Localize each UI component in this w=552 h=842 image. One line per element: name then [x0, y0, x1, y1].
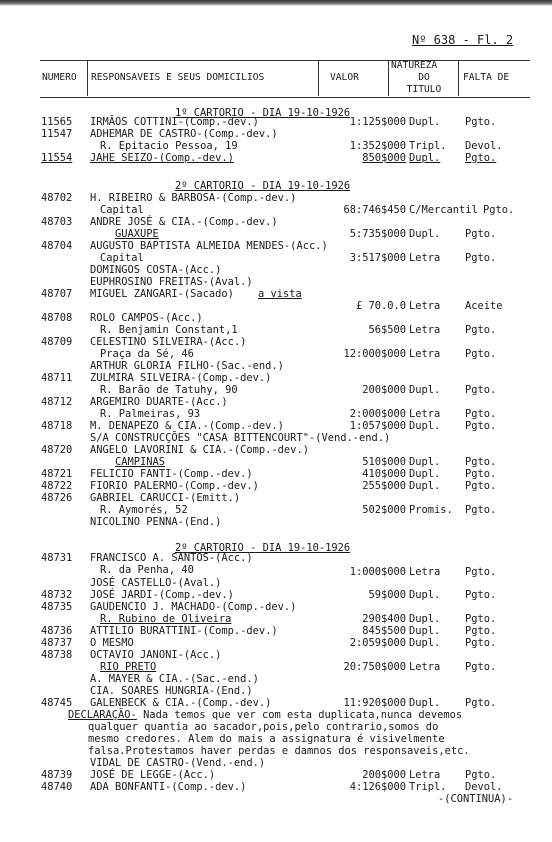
section-title: 2º CARTORIO - DIA 19-10-1926 [175, 180, 351, 192]
entry-value: 12:000$000 [343, 348, 406, 360]
entry-number: 48736 [41, 625, 73, 637]
entry-value: 200$000 [362, 384, 406, 396]
entry-falta: Pgto. [465, 504, 497, 516]
header-titulo: TITULO [406, 84, 442, 95]
entry-address: R. da Penha, 40 [100, 564, 194, 576]
entry-value: 1:125$000 [349, 116, 406, 128]
entry-name: FRANCISCO A. SANTOS-(Acc.) [90, 552, 253, 564]
entry-name: ANDRE JOSÉ & CIA.-(Comp.-dev.) [90, 216, 278, 228]
entry-value: 510$000 [362, 456, 406, 468]
header-divider [318, 60, 319, 96]
entry-falta: Pgto. [465, 637, 497, 649]
entry-value: 1:000$000 [349, 566, 406, 578]
declaration-line: falsa.Protestamos haver perdas e damnos dos responsaveis,etc. [88, 745, 470, 757]
entry-name: CELESTINO SILVEIRA-(Acc.) [90, 336, 247, 348]
entry-name: GABRIEL CARUCCI-(Emitt.) [90, 492, 241, 504]
entry-name: GALENBECK & CIA.-(Comp.-dev.) [90, 697, 272, 709]
entry-falta: Pgto. [465, 152, 497, 164]
entry-address: Capital [100, 204, 144, 216]
entry-type: Letra [409, 348, 441, 360]
header-responsaveis: RESPONSAVEIS E SEUS DOMICILIOS [91, 72, 265, 83]
entry-number: 48707 [41, 288, 73, 300]
entry-type: Letra [409, 769, 441, 781]
declaration-line: qualquer quantia ao sacador,pois,pelo contrario,somos do [88, 721, 439, 733]
entry-address: R. Palmeiras, 93 [100, 408, 201, 420]
entry-name: O MESMO [90, 637, 134, 649]
header-divider [458, 60, 459, 96]
entry-falta: Pgto. [465, 348, 497, 360]
entry-falta: Pgto. [465, 697, 497, 709]
entry-type: Letra [409, 661, 441, 673]
entry-type: Letra [409, 408, 441, 420]
entry-name: VIDAL DE CASTRO-(Vend.-end.) [90, 757, 266, 769]
entry-falta: Aceite [465, 300, 503, 312]
entry-number: 48708 [41, 312, 73, 324]
entry-value: 3:517$000 [349, 252, 406, 264]
entry-address: GUAXUPE [115, 228, 159, 240]
entry-name: ARTHUR GLORIA FILHO-(Sac.-end.) [90, 360, 284, 372]
entry-name: DOMINGOS COSTA-(Acc.) [90, 264, 222, 276]
entry-number: 48722 [41, 480, 73, 492]
entry-falta: Pgto. [465, 589, 497, 601]
header-valor: VALOR [330, 72, 359, 83]
header-natureza: NATUREZA [391, 60, 438, 71]
entry-number: 48704 [41, 240, 73, 252]
entry-name: OCTAVIO JANONI-(Acc.) [90, 649, 222, 661]
entry-type: Letra [409, 324, 441, 336]
entry-number: 48720 [41, 444, 73, 456]
entry-number: 11554 [41, 152, 73, 164]
entry-falta: Pgto. [483, 204, 515, 216]
entry-value: 2:059$000 [349, 637, 406, 649]
entry-number: 48732 [41, 589, 73, 601]
entry-falta: Pgto. [465, 468, 497, 480]
declaration-line [68, 709, 462, 721]
entry-type: Dupl. [409, 637, 441, 649]
entry-number: 48737 [41, 637, 73, 649]
entry-type: Letra [409, 566, 441, 578]
entry-number: 48711 [41, 372, 73, 384]
entry-name: ATTILIO BURATTINI-(Comp.-dev.) [90, 625, 278, 637]
entry-name: MIGUEL ZANGARI-(Sacado) [90, 288, 234, 300]
entry-value: 68:746$450 [343, 204, 406, 216]
entry-name: S/A CONSTRUCÇÕES "CASA BITTENCOURT"-(Vend.-end.) [90, 432, 391, 444]
entry-type: Dupl. [409, 589, 441, 601]
entry-falta: Devol. [465, 781, 503, 793]
entry-type: Letra [409, 300, 441, 312]
entry-value: 290$400 [362, 613, 406, 625]
entry-falta: Pgto. [465, 420, 497, 432]
header-do: DO [418, 72, 430, 83]
entry-value: 11:920$000 [343, 697, 406, 709]
entry-number: 11565 [41, 116, 73, 128]
entry-value: 56$500 [368, 324, 406, 336]
entry-type: Dupl. [409, 697, 441, 709]
entry-address: Praça da Sé, 46 [100, 348, 194, 360]
entry-number: 48735 [41, 601, 73, 613]
entry-address: RIO PRETO [100, 661, 157, 673]
entry-number: 48739 [41, 769, 73, 781]
entry-name: AUGUSTO BAPTISTA ALMEIDA MENDES-(Acc.) [90, 240, 328, 252]
entry-falta: Pgto. [465, 769, 497, 781]
entry-value: 5:735$000 [349, 228, 406, 240]
entry-name: JOSÉ DE LEGGE-(Acc.) [90, 769, 216, 781]
entry-name: JOSÉ CASTELLO-(Aval.) [90, 577, 222, 589]
entry-condition: a vista [258, 288, 302, 300]
entry-value: 845$500 [362, 625, 406, 637]
declaration-text: Nada temos que ver com esta duplicata,nunca devemos [143, 709, 463, 721]
entry-value: 200$000 [362, 769, 406, 781]
top-scan-edge [0, 0, 552, 6]
entry-value: 20:750$000 [343, 661, 406, 673]
declaration-label: DECLARAÇÃO- [68, 709, 137, 721]
entry-type: Dupl. [409, 152, 441, 164]
entry-number: 48703 [41, 216, 73, 228]
entry-number: 11547 [41, 128, 73, 140]
entry-address: R. Aymorés, 52 [100, 504, 188, 516]
entry-number: 48731 [41, 552, 73, 564]
entry-name: FIORIO PALERMO-(Comp.-dev.) [90, 480, 259, 492]
header-falta-de: FALTA DE [463, 72, 510, 83]
entry-name: FELICIO FANTI-(Comp.-dev.) [90, 468, 253, 480]
entry-falta: Pgto. [465, 116, 497, 128]
entry-value: 59$000 [368, 589, 406, 601]
entry-number: 48740 [41, 781, 73, 793]
section-title: 1º CARTORIO - DIA 19-10-1926 [175, 107, 351, 119]
page-reference: Nº 638 - Fl. 2 [412, 33, 514, 47]
entry-name: NICOLINO PENNA-(End.) [90, 516, 222, 528]
entry-number: 48709 [41, 336, 73, 348]
entry-value: 1:057$000 [349, 420, 406, 432]
entry-address: R. Rubino de Oliveira [100, 613, 232, 625]
entry-name: M. DENAPEZO & CIA.-(Comp.-dev.) [90, 420, 284, 432]
entry-falta: Pgto. [465, 456, 497, 468]
entry-name: A. MAYER & CIA.-(Sac.-end.) [90, 673, 259, 685]
entry-name: ANGELO LAVORINI & CIA.-(Comp.-dev.) [90, 444, 309, 456]
header-numero: NUMERO [42, 72, 77, 83]
entry-address: R. Benjamin Constant,1 [100, 324, 238, 336]
entry-value: 502$000 [362, 504, 406, 516]
entry-value: 1:352$000 [349, 140, 406, 152]
entry-name: EUPHROSINO FREITAS-(Aval.) [90, 276, 253, 288]
entry-name: JAHE SEIZO-(Comp.-dev.) [90, 152, 234, 164]
entry-type: Promis. [409, 504, 453, 516]
entry-name: CIA. SOARES HUNGRIA-(End.) [90, 685, 253, 697]
entry-type: Dupl. [409, 384, 441, 396]
entry-value: 410$000 [362, 468, 406, 480]
entry-value: £ 70.0.0 [355, 300, 406, 312]
entry-falta: Pgto. [465, 625, 497, 637]
entry-falta: Pgto. [465, 228, 497, 240]
entry-name: IRMÃOS COTTINI-(Comp.-dev.) [90, 116, 259, 128]
entry-number: 48702 [41, 192, 73, 204]
entry-address: CAMPINAS [115, 456, 166, 468]
entry-number: 48726 [41, 492, 73, 504]
entry-address: Capital [100, 252, 144, 264]
entry-type: Dupl. [409, 116, 441, 128]
header-divider [388, 60, 389, 96]
entry-type: Dupl. [409, 456, 441, 468]
entry-name: ZULMIRA SILVEIRA-(Comp.-dev.) [90, 372, 272, 384]
entry-value: 850$000 [362, 152, 406, 164]
entry-type: Dupl. [409, 468, 441, 480]
entry-type: Tripl. [409, 781, 447, 793]
entry-name: H. RIBEIRO & BARBOSA-(Comp.-dev.) [90, 192, 297, 204]
entry-number: 48745 [41, 697, 73, 709]
entry-address: R. Epitacio Pessoa, 19 [100, 140, 238, 152]
entry-type: Dupl. [409, 480, 441, 492]
entry-type: Dupl. [409, 625, 441, 637]
declaration-line: mesmo credores. Alem do mais a assignatura é visivelmente [88, 733, 445, 745]
entry-type: C/Mercantil [409, 204, 478, 216]
entry-falta: Pgto. [465, 613, 497, 625]
entry-value: 2:000$000 [349, 408, 406, 420]
entry-type: Tripl. [409, 140, 447, 152]
entry-falta: Pgto. [465, 384, 497, 396]
header-divider [87, 60, 88, 96]
continua-mark: -(CONTINUA)- [438, 793, 514, 805]
entry-number: 48721 [41, 468, 73, 480]
entry-name: ROLO CAMPOS-(Acc.) [90, 312, 203, 324]
entry-name: ADA BONFANTI-(Comp.-dev.) [90, 781, 247, 793]
entry-falta: Devol. [465, 140, 503, 152]
entry-falta: Pgto. [465, 324, 497, 336]
entry-falta: Pgto. [465, 566, 497, 578]
entry-name: ARGEMIRO DUARTE-(Acc.) [90, 396, 228, 408]
entry-type: Dupl. [409, 613, 441, 625]
entry-value: 4:126$000 [349, 781, 406, 793]
entry-number: 48718 [41, 420, 73, 432]
entry-falta: Pgto. [465, 252, 497, 264]
entry-value: 255$000 [362, 480, 406, 492]
entry-type: Letra [409, 252, 441, 264]
entry-falta: Pgto. [465, 661, 497, 673]
entry-name: ADHEMAR DE CASTRO-(Comp.-dev.) [90, 128, 278, 140]
entry-number: 48712 [41, 396, 73, 408]
entry-type: Dupl. [409, 228, 441, 240]
entry-type: Dupl. [409, 420, 441, 432]
entry-name: JOSÉ JARDI-(Comp.-dev.) [90, 589, 234, 601]
entry-number: 48738 [41, 649, 73, 661]
entry-address: R. Barão de Tatuhy, 90 [100, 384, 238, 396]
section-title: 2º CARTORIO - DIA 19-10-1926 [175, 542, 351, 554]
entry-falta: Pgto. [465, 408, 497, 420]
entry-name: GAUDENCIO J. MACHADO-(Comp.-dev.) [90, 601, 297, 613]
entry-falta: Pgto. [465, 480, 497, 492]
